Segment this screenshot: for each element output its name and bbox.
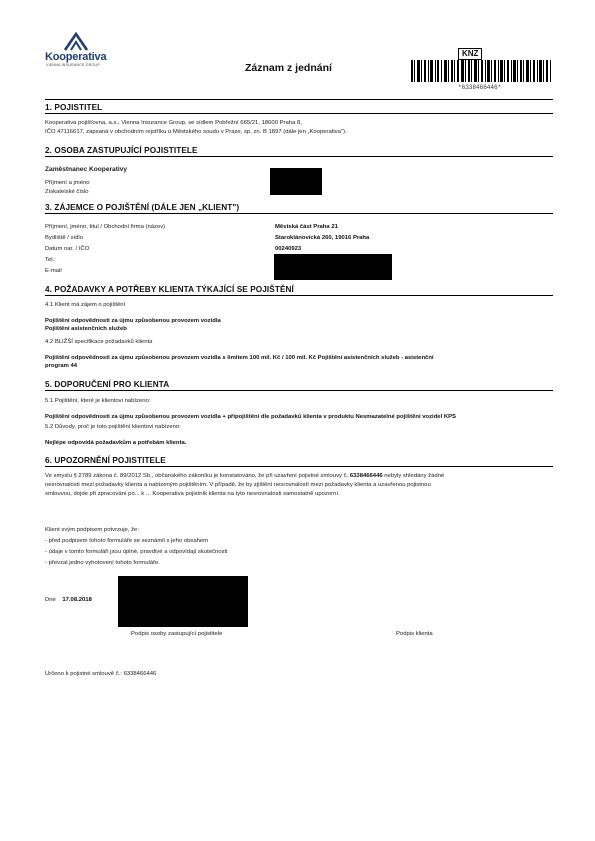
- recommendation-product: Nesmazatelné pojištění vozidel KPS: [355, 414, 456, 420]
- confirmation-intro: Klient svým podpisem potvrzuje, že:: [45, 527, 139, 533]
- section-6-heading: 6. UPOZORNĚNÍ POJISTITELE: [45, 456, 553, 467]
- requirements-question-2: 4.2 BLIŽŠÍ specifikace požadavků klienta: [45, 339, 153, 345]
- page-title: Záznam z jednání: [245, 62, 332, 74]
- logo-subtext: VIENNA INSURANCE GROUP: [46, 63, 100, 67]
- section-1-heading: 1. POJISTITEL: [45, 103, 553, 114]
- confirmation-bullet-1: [45, 538, 208, 545]
- confirmation-bullet-3-text: převzal jedno vyhotovení tohoto formuláře.: [48, 560, 160, 566]
- notice-line-3: smlouvou, dojde při zpracování po... k ... Kooperativa pojistník klienta na tyto nesrovnalosti samostatně upozorní.: [45, 491, 340, 497]
- section-3-heading: 3. ZÁJEMCE O POJIŠTĚNÍ (DÁLE JEN „KLIENT"): [45, 203, 553, 214]
- confirmation-bullet-2: [45, 549, 227, 556]
- date-value: 17.08.2018: [62, 597, 92, 603]
- agent-subtitle: Zaměstnanec Kooperativy: [45, 166, 128, 173]
- client-tel-label: Tel.:: [45, 257, 56, 263]
- logo-text: Kooperativa: [45, 51, 107, 63]
- confirmation-bullet-2-text: údaje v tomto formuláři jsou úplné, pravdivé a odpovídají skutečnosti: [48, 549, 228, 555]
- agent-name-label: Příjmení a jméno: [45, 180, 90, 186]
- bullet-dot-icon: -: [45, 538, 49, 544]
- barcode-icon: [411, 60, 553, 82]
- notice-line-1: [45, 473, 444, 480]
- section-2-heading: 2. OSOBA ZASTUPUJÍCÍ POJISTITELE: [45, 146, 553, 157]
- client-name-label: Příjmení, jméno, titul / Obchodní firma (název): [45, 224, 166, 230]
- recommendation-answer-2: Nejlépe odpovídá požadavkům a potřebám klienta.: [45, 440, 187, 446]
- recommendation-question-1: 5.1 Pojištění, které je klientovi nabízeno:: [45, 398, 151, 404]
- section-5-heading: 5. DOPORUČENÍ PRO KLIENTA: [45, 380, 553, 391]
- client-address-label: Bydliště / sídlo: [45, 235, 83, 241]
- confirmation-bullet-3: [45, 560, 160, 567]
- redacted-agent-info: [270, 168, 322, 195]
- kooperativa-logo: [45, 32, 125, 66]
- bullet-dot-icon: -: [45, 549, 49, 555]
- client-name-value: Městská část Praha 21: [275, 224, 338, 230]
- requirements-answer-1b: Pojištění asistenčních služeb: [45, 326, 127, 332]
- requirements-answer-2a: Pojištění odpovědnosti za újmu způsobenou provozem vozidla s limitem 100 mil. Kč / 100 mil. Kč Pojištění asistenčních služeb - asistenční: [45, 355, 434, 361]
- logo-mark-icon: [63, 32, 89, 52]
- requirements-answer-1a: Pojištění odpovědnosti za újmu způsobenou provozem vozidla: [45, 318, 221, 324]
- agent-code-label: Získatelské číslo: [45, 189, 89, 195]
- date-row: [45, 597, 92, 604]
- policy-number: 6338466446: [349, 473, 383, 479]
- barcode-number: *6338466446*: [458, 84, 502, 91]
- form-code-badge: KNZ: [458, 48, 482, 60]
- notice-line-1-end: nebyly shledány žádné: [384, 473, 445, 479]
- insurer-line-2: IČO 47116617, zapsaná v obchodním rejstříku u Městského soudu v Praze, sp. zn. B 1897 (dále jen „Kooperativa").: [45, 129, 347, 135]
- notice-line-2: nesrovnalosti mezi požadavky klienta a nabízeným pojištěním. V případě, že by zjištění nesrovnalostí mezi požadavky klienta a uzavřenou pojistnou: [45, 482, 431, 488]
- header-divider: [45, 99, 553, 100]
- client-address-value: Staroklánovická 260, 19016 Praha: [275, 235, 370, 241]
- requirements-answer-2b: program 44: [45, 363, 78, 369]
- policy-reference: Určeno k pojistné smlouvě č.: 6338466446: [45, 671, 157, 677]
- recommendation-answer-1: [45, 414, 456, 421]
- client-email-label: E-mail: [45, 268, 62, 274]
- agent-signature-label: Podpis osoby zastupující pojistitele: [131, 631, 223, 637]
- client-signature-label: Podpis klienta: [396, 631, 433, 637]
- notice-line-1-start: Ve smyslu § 2789 zákona č. 89/2012 Sb., občanského zákoníku je konstatováno, že při uzavření pojistné smlouvy č.: [45, 473, 349, 479]
- date-label: Dne: [45, 597, 56, 603]
- redacted-agent-signature: [118, 576, 248, 627]
- recommendation-question-2: 5.2 Důvody, proč je toto pojištění klientovi nabízeno:: [45, 424, 181, 430]
- insurer-line-1: Kooperativa pojišťovna, a.s., Vienna Insurance Group, se sídlem Pobřežní 665/21, 18600 Praha 8,: [45, 120, 302, 126]
- client-id-label: Datum nar. / IČO: [45, 246, 90, 252]
- requirements-question-1: 4.1 Klient má zájem o pojištění: [45, 302, 126, 308]
- confirmation-bullet-1-text: před podpisem tohoto formuláře se seznámil s jeho obsahem: [48, 538, 209, 544]
- redacted-client-contact: [274, 254, 392, 280]
- section-4-heading: 4. POŽADAVKY A POTŘEBY KLIENTA TÝKAJÍCÍ SE POJIŠTĚNÍ: [45, 285, 553, 296]
- bullet-dot-icon: -: [45, 560, 49, 566]
- client-id-value: 00240923: [275, 246, 302, 252]
- recommendation-answer-1-text: Pojištění odpovědnosti za újmu způsobenou provozem vozidla + připojištění dle požadavků klienta v produktu: [45, 414, 354, 420]
